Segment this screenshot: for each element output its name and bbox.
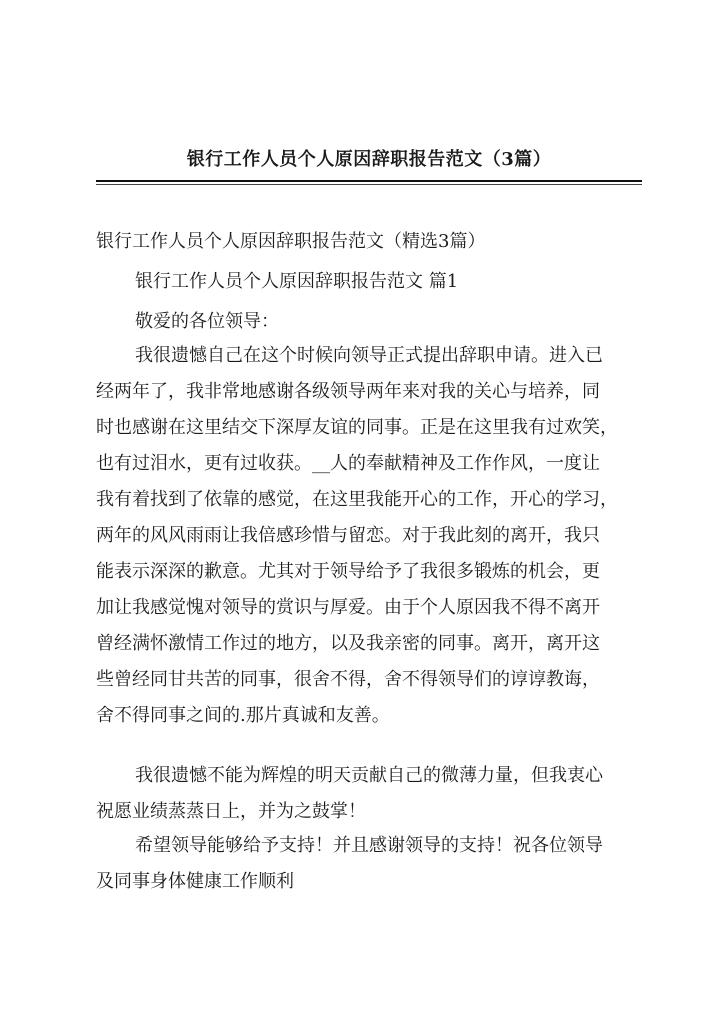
paragraph-line: 我有着找到了依靠的感觉，在这里我能开心的工作，开心的学习， [96, 489, 618, 510]
paragraph-line: 经两年了，我非常地感谢各级领导两年来对我的关心与培养，同 [96, 381, 600, 402]
paragraph-1 [96, 338, 646, 734]
document-title: 银行工作人员个人原因辞职报告范文（3篇） [186, 149, 552, 170]
paragraph-line: 也有过泪水，更有过收获。__人的奉献精神及工作作风，一度让 [96, 453, 600, 474]
title-divider-thin [96, 184, 642, 185]
paragraph-line: 及同事身体健康工作顺利 [96, 871, 294, 892]
paragraph-line: 曾经满怀激情工作过的地方，以及我亲密的同事。离开，离开这 [96, 633, 600, 654]
paragraph-line: 两年的风风雨雨让我倍感珍惜与留恋。对于我此刻的离开，我只 [96, 525, 600, 546]
paragraph-line: 我很遗憾不能为辉煌的明天贡献自己的微薄力量，但我衷心 [135, 765, 603, 786]
paragraph-line: 舍不得同事之间的.那片真诚和友善。 [96, 705, 390, 726]
paragraph-line: 加让我感觉愧对领导的赏识与厚爱。由于个人原因我不得不离开 [96, 597, 600, 618]
paragraph-line: 我很遗憾自己在这个时候向领导正式提出辞职申请。进入已 [135, 345, 603, 366]
paragraph-line: 时也感谢在这里结交下深厚友谊的同事。正是在这里我有过欢笑， [96, 417, 618, 438]
document-subtitle: 银行工作人员个人原因辞职报告范文（精选3篇） [96, 231, 486, 252]
paragraph-line: 希望领导能够给予支持！并且感谢领导的支持！祝各位领导 [135, 835, 603, 856]
paragraph-line: 能表示深深的歉意。尤其对于领导给予了我很多锻炼的机会，更 [96, 561, 600, 582]
paragraph-line: 祝愿业绩蒸蒸日上，并为之鼓掌！ [96, 801, 366, 822]
salutation: 敬爱的各位领导： [135, 311, 279, 332]
paragraph-3 [96, 828, 646, 900]
section-heading: 银行工作人员个人原因辞职报告范文 篇1 [135, 271, 459, 292]
paragraph-2 [96, 758, 646, 830]
paragraph-line: 些曾经同甘共苦的同事，很舍不得，舍不得领导们的谆谆教诲， [96, 669, 600, 690]
title-divider [96, 180, 642, 182]
